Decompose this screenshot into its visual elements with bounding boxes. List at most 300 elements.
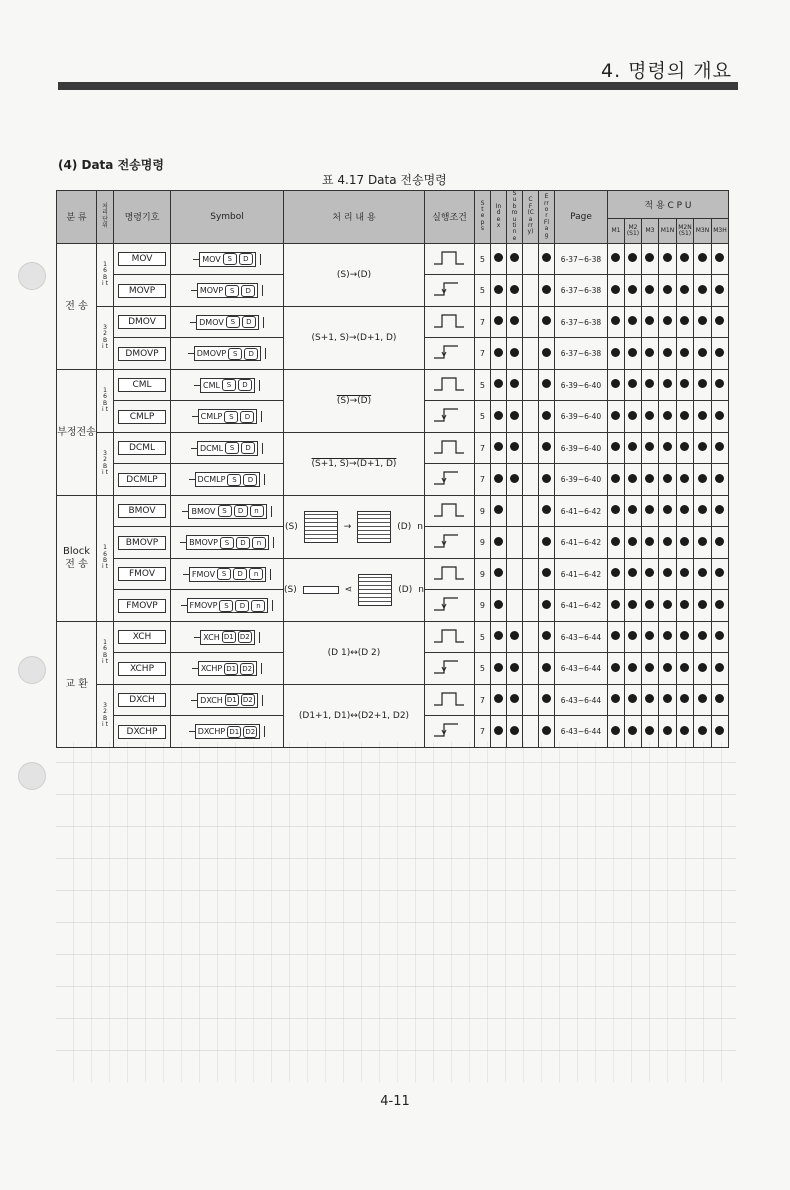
- process-cell: [284, 621, 425, 684]
- diagram-source-label: (S): [284, 584, 297, 595]
- operand-d1: D1: [227, 726, 241, 738]
- operand-d: D: [240, 411, 254, 423]
- filled-dot-icon: [611, 631, 620, 640]
- filled-dot-icon: [510, 285, 519, 294]
- arrow-right-icon: →: [343, 521, 352, 532]
- mnemonic-label: BMOV: [118, 504, 166, 518]
- cpu-cell-5: [693, 243, 711, 275]
- mnemonic-label: FMOV: [118, 567, 166, 581]
- rung-end: [259, 632, 260, 643]
- page-cell: 6-43~6-44: [554, 621, 607, 653]
- rung-end: [262, 695, 263, 706]
- cpu-cell-1: [624, 306, 641, 338]
- symbol-name: DXCH: [200, 695, 223, 705]
- filled-dot-icon: [494, 474, 503, 483]
- diagram-n-label: n: [418, 584, 424, 595]
- operand-s: S: [224, 411, 238, 423]
- operand-d: D: [244, 348, 258, 360]
- page-cell: 6-43~6-44: [554, 653, 607, 685]
- subroutine-cell: [506, 527, 522, 559]
- cpu-cell-1: [624, 527, 641, 559]
- condition-cell: [424, 275, 474, 307]
- operand-s: S: [225, 285, 239, 297]
- process-cell: [284, 558, 425, 621]
- cpu-cell-1: [624, 275, 641, 307]
- col-cpu-3: M1N: [658, 218, 676, 243]
- index-cell: [490, 306, 506, 338]
- mnemonic-cell: [114, 401, 171, 433]
- source-word-icon: [303, 586, 339, 594]
- cpu-cell-2: [641, 590, 658, 622]
- symbol-name: BMOVP: [189, 538, 218, 548]
- subroutine-cell: [506, 621, 522, 653]
- filled-dot-icon: [680, 379, 689, 388]
- col-cpu-2: M3: [641, 218, 658, 243]
- steps-cell: 7: [474, 432, 490, 464]
- cpu-cell-6: [711, 527, 728, 559]
- operand-d2: D2: [243, 726, 257, 738]
- page-cell: 6-37~6-38: [554, 243, 607, 275]
- filled-dot-icon: [611, 253, 620, 262]
- process-text: (S+1, S)→(D+1, D): [311, 458, 397, 469]
- cpu-cell-2: [641, 369, 658, 401]
- ladder-symbol: [194, 630, 260, 645]
- symbol-cell: [171, 401, 284, 433]
- instruction-box: [195, 724, 260, 739]
- ladder-symbol: [189, 472, 266, 487]
- cpu-cell-4: [676, 495, 693, 527]
- filled-dot-icon: [494, 505, 503, 514]
- cpu-cell-4: [676, 527, 693, 559]
- steps-cell: 7: [474, 306, 490, 338]
- filled-dot-icon: [611, 348, 620, 357]
- one-shot-pulse-icon: [432, 722, 466, 738]
- cpu-cell-4: [676, 306, 693, 338]
- ladder-symbol: [193, 252, 261, 267]
- cpu-cell-1: [624, 338, 641, 370]
- punch-hole-icon: [18, 656, 46, 684]
- condition-cell: [424, 684, 474, 716]
- condition-cell: [424, 464, 474, 496]
- filled-dot-icon: [663, 505, 672, 514]
- cpu-cell-6: [711, 275, 728, 307]
- cpu-cell-6: [711, 684, 728, 716]
- subroutine-cell: [506, 590, 522, 622]
- cpu-cell-4: [676, 432, 693, 464]
- filled-dot-icon: [663, 253, 672, 262]
- steps-cell: 5: [474, 621, 490, 653]
- subroutine-cell: [506, 716, 522, 748]
- process-cell: [284, 684, 425, 747]
- col-carry-flag: CF (Carry): [522, 191, 538, 244]
- unit-cell: [97, 369, 114, 432]
- filled-dot-icon: [542, 253, 551, 262]
- filled-dot-icon: [542, 442, 551, 451]
- filled-dot-icon: [542, 285, 551, 294]
- page-cell: 6-39~6-40: [554, 369, 607, 401]
- carry-flag-cell: [522, 527, 538, 559]
- filled-dot-icon: [680, 348, 689, 357]
- punch-hole-icon: [18, 262, 46, 290]
- cpu-cell-2: [641, 243, 658, 275]
- unit-label: 16 B i t: [102, 638, 108, 665]
- mnemonic-label: DMOVP: [118, 347, 166, 361]
- filled-dot-icon: [611, 568, 620, 577]
- filled-dot-icon: [611, 442, 620, 451]
- category-cell: Block 전 송: [57, 495, 97, 621]
- rung-end: [264, 726, 265, 737]
- steps-cell: 9: [474, 527, 490, 559]
- filled-dot-icon: [645, 505, 654, 514]
- filled-dot-icon: [628, 411, 637, 420]
- steps-cell: 9: [474, 558, 490, 590]
- rung-end: [263, 317, 264, 328]
- condition-cell: [424, 243, 474, 275]
- cpu-cell-0: [607, 527, 624, 559]
- cpu-cell-5: [693, 495, 711, 527]
- mnemonic-cell: [114, 432, 171, 464]
- process-text: (S+1, S)→(D+1, D): [311, 332, 397, 343]
- symbol-cell: [171, 653, 284, 685]
- cpu-cell-0: [607, 275, 624, 307]
- diagram-dest-label: (D): [397, 521, 412, 532]
- mnemonic-label: MOVP: [118, 284, 166, 298]
- filled-dot-icon: [494, 726, 503, 735]
- diagram-n-label: n: [417, 521, 423, 532]
- steps-cell: 9: [474, 495, 490, 527]
- filled-dot-icon: [680, 285, 689, 294]
- cpu-cell-5: [693, 590, 711, 622]
- header-rule: [58, 82, 738, 90]
- filled-dot-icon: [680, 537, 689, 546]
- operand-d: D: [241, 442, 255, 454]
- rung-end: [260, 254, 261, 265]
- filled-dot-icon: [698, 537, 707, 546]
- mnemonic-label: CMLP: [118, 410, 166, 424]
- cpu-cell-5: [693, 684, 711, 716]
- subroutine-cell: [506, 369, 522, 401]
- cpu-cell-3: [658, 495, 676, 527]
- symbol-cell: [171, 716, 284, 748]
- col-cpu-5: M3N: [693, 218, 711, 243]
- cpu-cell-5: [693, 401, 711, 433]
- steps-cell: 5: [474, 369, 490, 401]
- mnemonic-cell: [114, 684, 171, 716]
- cpu-cell-1: [624, 495, 641, 527]
- ladder-symbol: [192, 409, 263, 424]
- ladder-symbol: [191, 283, 263, 298]
- mnemonic-label: BMOVP: [118, 536, 166, 550]
- operand-d: D: [242, 316, 256, 328]
- subroutine-cell: [506, 464, 522, 496]
- mnemonic-label: XCH: [118, 630, 166, 644]
- cpu-cell-3: [658, 621, 676, 653]
- filled-dot-icon: [494, 348, 503, 357]
- category-cell: 부정전송: [57, 369, 97, 495]
- filled-dot-icon: [494, 411, 503, 420]
- filled-dot-icon: [542, 411, 551, 420]
- rung-end: [270, 569, 271, 580]
- instruction-box: [187, 598, 269, 613]
- subroutine-cell: [506, 653, 522, 685]
- cpu-cell-3: [658, 243, 676, 275]
- operand-d2: D2: [240, 663, 254, 675]
- filled-dot-icon: [680, 505, 689, 514]
- cpu-cell-0: [607, 621, 624, 653]
- instruction-box: [194, 346, 262, 361]
- process-text: (D 1)↔(D 2): [327, 647, 381, 658]
- unit-label: 32 B i t: [102, 323, 108, 350]
- page-number: 4-11: [380, 1094, 410, 1109]
- index-cell: [490, 684, 506, 716]
- error-flag-cell: [538, 243, 554, 275]
- operand-d: D: [234, 505, 248, 517]
- filled-dot-icon: [698, 663, 707, 672]
- cpu-cell-0: [607, 338, 624, 370]
- instruction-box: [188, 504, 266, 519]
- col-error-flag: Error Flag: [538, 191, 554, 244]
- process-text: (S)→(D): [336, 395, 372, 406]
- process-cell: [284, 306, 425, 369]
- filled-dot-icon: [698, 726, 707, 735]
- cpu-cell-0: [607, 590, 624, 622]
- mnemonic-label: CML: [118, 378, 166, 392]
- filled-dot-icon: [715, 442, 724, 451]
- symbol-name: DCML: [199, 443, 224, 453]
- process-cell: [284, 369, 425, 432]
- cpu-cell-2: [641, 275, 658, 307]
- ladder-symbol: [188, 346, 267, 361]
- carry-flag-cell: [522, 716, 538, 748]
- symbol-name: CMLP: [200, 412, 223, 422]
- filled-dot-icon: [611, 505, 620, 514]
- condition-cell: [424, 590, 474, 622]
- operand-n: n: [249, 568, 263, 580]
- rising-pulse-icon: [432, 250, 466, 266]
- index-cell: [490, 464, 506, 496]
- symbol-name: DXCHP: [197, 727, 226, 737]
- operand-s: S: [219, 600, 233, 612]
- filled-dot-icon: [680, 631, 689, 640]
- index-cell: [490, 401, 506, 433]
- rung-end: [264, 474, 265, 485]
- mnemonic-cell: [114, 369, 171, 401]
- subroutine-cell: [506, 243, 522, 275]
- cpu-cell-3: [658, 275, 676, 307]
- error-flag-cell: [538, 275, 554, 307]
- rung-end: [259, 380, 260, 391]
- symbol-name: XCHP: [200, 664, 223, 674]
- condition-cell: [424, 495, 474, 527]
- condition-cell: [424, 338, 474, 370]
- filled-dot-icon: [494, 379, 503, 388]
- symbol-cell: [171, 527, 284, 559]
- subroutine-cell: [506, 432, 522, 464]
- cpu-cell-1: [624, 401, 641, 433]
- operand-s: S: [217, 568, 231, 580]
- filled-dot-icon: [645, 663, 654, 672]
- mnemonic-cell: [114, 558, 171, 590]
- filled-dot-icon: [698, 568, 707, 577]
- filled-dot-icon: [510, 411, 519, 420]
- instruction-box: [200, 630, 255, 645]
- filled-dot-icon: [680, 726, 689, 735]
- mnemonic-label: FMOVP: [118, 599, 166, 613]
- filled-dot-icon: [542, 726, 551, 735]
- steps-cell: 7: [474, 684, 490, 716]
- cpu-cell-1: [624, 369, 641, 401]
- operand-n: n: [250, 505, 264, 517]
- operand-s: S: [220, 537, 234, 549]
- page-cell: 6-41~6-42: [554, 558, 607, 590]
- col-cpu-4: M2N (S1): [676, 218, 693, 243]
- category-cell: 전 송: [57, 243, 97, 369]
- index-cell: [490, 369, 506, 401]
- subroutine-cell: [506, 306, 522, 338]
- mnemonic-cell: [114, 275, 171, 307]
- filled-dot-icon: [715, 348, 724, 357]
- unit-label: 16 B i t: [102, 386, 108, 413]
- carry-flag-cell: [522, 558, 538, 590]
- table-row: [57, 369, 729, 401]
- filled-dot-icon: [628, 253, 637, 262]
- filled-dot-icon: [628, 726, 637, 735]
- filled-dot-icon: [698, 285, 707, 294]
- filled-dot-icon: [698, 474, 707, 483]
- error-flag-cell: [538, 716, 554, 748]
- filled-dot-icon: [645, 568, 654, 577]
- operand-d: D: [238, 379, 252, 391]
- filled-dot-icon: [628, 694, 637, 703]
- mnemonic-label: DCMLP: [118, 473, 166, 487]
- col-page: Page: [554, 191, 607, 244]
- filled-dot-icon: [715, 537, 724, 546]
- fan-out-arrows-icon: ⋖: [344, 584, 353, 595]
- cpu-cell-1: [624, 558, 641, 590]
- filled-dot-icon: [715, 379, 724, 388]
- operand-d2: D2: [238, 631, 252, 643]
- cpu-cell-5: [693, 275, 711, 307]
- filled-dot-icon: [698, 694, 707, 703]
- punch-hole-icon: [18, 762, 46, 790]
- symbol-name: MOV: [202, 254, 221, 264]
- page-cell: 6-39~6-40: [554, 432, 607, 464]
- filled-dot-icon: [715, 726, 724, 735]
- ladder-symbol: [181, 598, 274, 613]
- cpu-cell-5: [693, 432, 711, 464]
- command-table: [56, 190, 729, 748]
- carry-flag-cell: [522, 243, 538, 275]
- filled-dot-icon: [628, 474, 637, 483]
- cpu-cell-4: [676, 558, 693, 590]
- cpu-cell-6: [711, 338, 728, 370]
- filled-dot-icon: [663, 411, 672, 420]
- steps-cell: 9: [474, 590, 490, 622]
- cpu-cell-4: [676, 464, 693, 496]
- error-flag-cell: [538, 401, 554, 433]
- filled-dot-icon: [542, 600, 551, 609]
- subroutine-cell: [506, 401, 522, 433]
- filled-dot-icon: [645, 442, 654, 451]
- carry-flag-cell: [522, 432, 538, 464]
- table-caption: 표 4.17 Data 전송명령: [322, 173, 447, 187]
- ladder-symbol: [191, 441, 263, 456]
- cpu-cell-2: [641, 306, 658, 338]
- cpu-cell-1: [624, 621, 641, 653]
- table-row: [57, 684, 729, 716]
- table-row: [57, 558, 729, 590]
- index-cell: [490, 243, 506, 275]
- mnemonic-label: XCHP: [118, 662, 166, 676]
- error-flag-cell: [538, 464, 554, 496]
- filled-dot-icon: [611, 694, 620, 703]
- operand-s: S: [228, 348, 242, 360]
- cpu-cell-5: [693, 369, 711, 401]
- cpu-cell-2: [641, 432, 658, 464]
- operand-d: D: [243, 474, 257, 486]
- mnemonic-label: DXCHP: [118, 725, 166, 739]
- one-shot-pulse-icon: [432, 344, 466, 360]
- cpu-cell-4: [676, 653, 693, 685]
- error-flag-cell: [538, 590, 554, 622]
- filled-dot-icon: [494, 285, 503, 294]
- cpu-cell-6: [711, 243, 728, 275]
- cpu-cell-0: [607, 401, 624, 433]
- filled-dot-icon: [510, 316, 519, 325]
- condition-cell: [424, 401, 474, 433]
- filled-dot-icon: [663, 694, 672, 703]
- carry-flag-cell: [522, 306, 538, 338]
- rising-pulse-icon: [432, 439, 466, 455]
- cpu-cell-3: [658, 716, 676, 748]
- col-cpu-1: M2 (S1): [624, 218, 641, 243]
- instruction-box: [199, 252, 256, 267]
- cpu-cell-1: [624, 716, 641, 748]
- col-steps: Steps: [474, 191, 490, 244]
- symbol-name: CML: [203, 380, 220, 390]
- cpu-cell-2: [641, 716, 658, 748]
- carry-flag-cell: [522, 495, 538, 527]
- index-cell: [490, 716, 506, 748]
- operand-d: D: [235, 600, 249, 612]
- error-flag-cell: [538, 653, 554, 685]
- filled-dot-icon: [628, 663, 637, 672]
- col-subroutine: Subroutine: [506, 191, 522, 244]
- rung-end: [262, 285, 263, 296]
- rising-pulse-icon: [432, 691, 466, 707]
- filled-dot-icon: [715, 316, 724, 325]
- cpu-cell-1: [624, 243, 641, 275]
- cpu-cell-6: [711, 558, 728, 590]
- instruction-box: [195, 472, 261, 487]
- filled-dot-icon: [698, 316, 707, 325]
- instruction-box: [197, 441, 258, 456]
- unit-cell: [97, 432, 114, 495]
- mnemonic-label: DCML: [118, 441, 166, 455]
- unit-cell: [97, 306, 114, 369]
- steps-cell: 5: [474, 401, 490, 433]
- cpu-cell-6: [711, 401, 728, 433]
- operand-n: n: [252, 537, 266, 549]
- cpu-cell-5: [693, 306, 711, 338]
- page-cell: 6-37~6-38: [554, 338, 607, 370]
- ladder-symbol: [180, 535, 274, 550]
- carry-flag-cell: [522, 590, 538, 622]
- condition-cell: [424, 621, 474, 653]
- cpu-cell-4: [676, 243, 693, 275]
- operand-s: S: [225, 442, 239, 454]
- filled-dot-icon: [680, 474, 689, 483]
